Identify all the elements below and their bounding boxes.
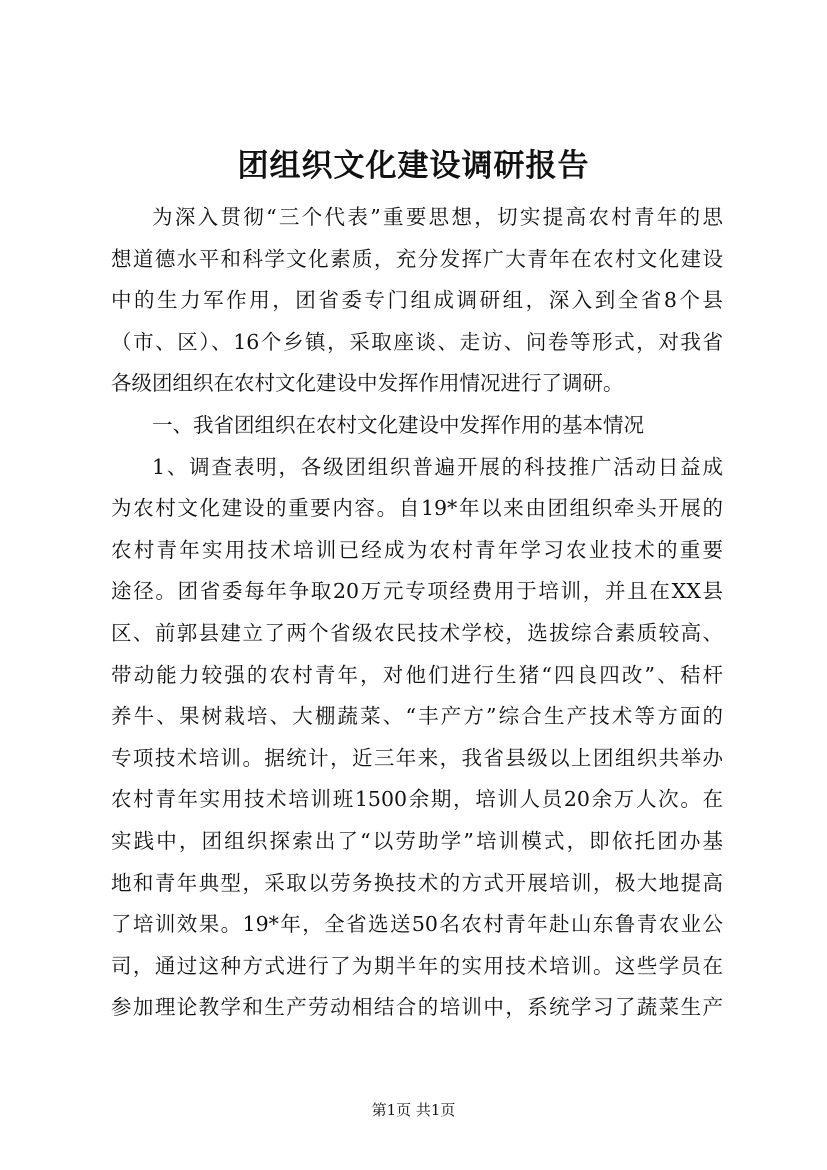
text-line: 了培训效果。19*年，全省选送50名农村青年赴山东鲁青农业公 [111, 912, 723, 937]
text-line: 养牛、果树栽培、大棚蔬菜、“丰产方”综合生产技术等方面的 [111, 704, 723, 729]
text-line: 想道德水平和科学文化素质，充分发挥广大青年在农村文化建设 [111, 246, 723, 271]
text-line: 实践中，团组织探索出了“以劳助学”培训模式，即依托团办基 [111, 828, 723, 853]
text-line: 专项技术培训。据统计，近三年来，我省县级以上团组织共举办 [111, 745, 723, 770]
document-title: 团组织文化建设调研报告 [237, 148, 590, 184]
text-line: （市、区）、16个乡镇，采取座谈、走访、问卷等形式，对我省 [111, 329, 723, 354]
text-line: 为深入贯彻“三个代表”重要思想，切实提高农村青年的思 [152, 205, 723, 229]
text-line: 中的生力军作用，团省委专门组成调研组，深入到全省8个县 [111, 288, 723, 313]
text-line: 农村青年实用技术培训班1500余期，培训人员20余万人次。在 [111, 787, 723, 812]
text-line: 区、前郭县建立了两个省级农民技术学校，选拔综合素质较高、 [111, 620, 723, 645]
text-line: 司，通过这种方式进行了为期半年的实用技术培训。这些学员在 [111, 953, 723, 978]
text-line: 为农村文化建设的重要内容。自19*年以来由团组织牵头开展的 [111, 496, 723, 521]
text-line: 途径。团省委每年争取20万元专项经费用于培训，并且在XX县 [111, 579, 723, 604]
text-line: 1、调查表明，各级团组织普遍开展的科技推广活动日益成 [152, 454, 723, 479]
text-line: 一、我省团组织在农村文化建设中发挥作用的基本情况 [152, 412, 644, 437]
text-line: 地和青年典型，采取以劳务换技术的方式开展培训，极大地提高 [111, 870, 723, 895]
text-line: 农村青年实用技术培训已经成为农村青年学习农业技术的重要 [111, 537, 723, 562]
page-footer: 第1页 共1页 [371, 1101, 456, 1119]
document-body [111, 197, 723, 1029]
text-line: 带动能力较强的农村青年，对他们进行生猪“四良四改”、秸杆 [111, 662, 723, 687]
text-line: 参加理论教学和生产劳动相结合的培训中，系统学习了蔬菜生产 [111, 995, 723, 1020]
text-line: 各级团组织在农村文化建设中发挥作用情况进行了调研。 [111, 371, 624, 396]
